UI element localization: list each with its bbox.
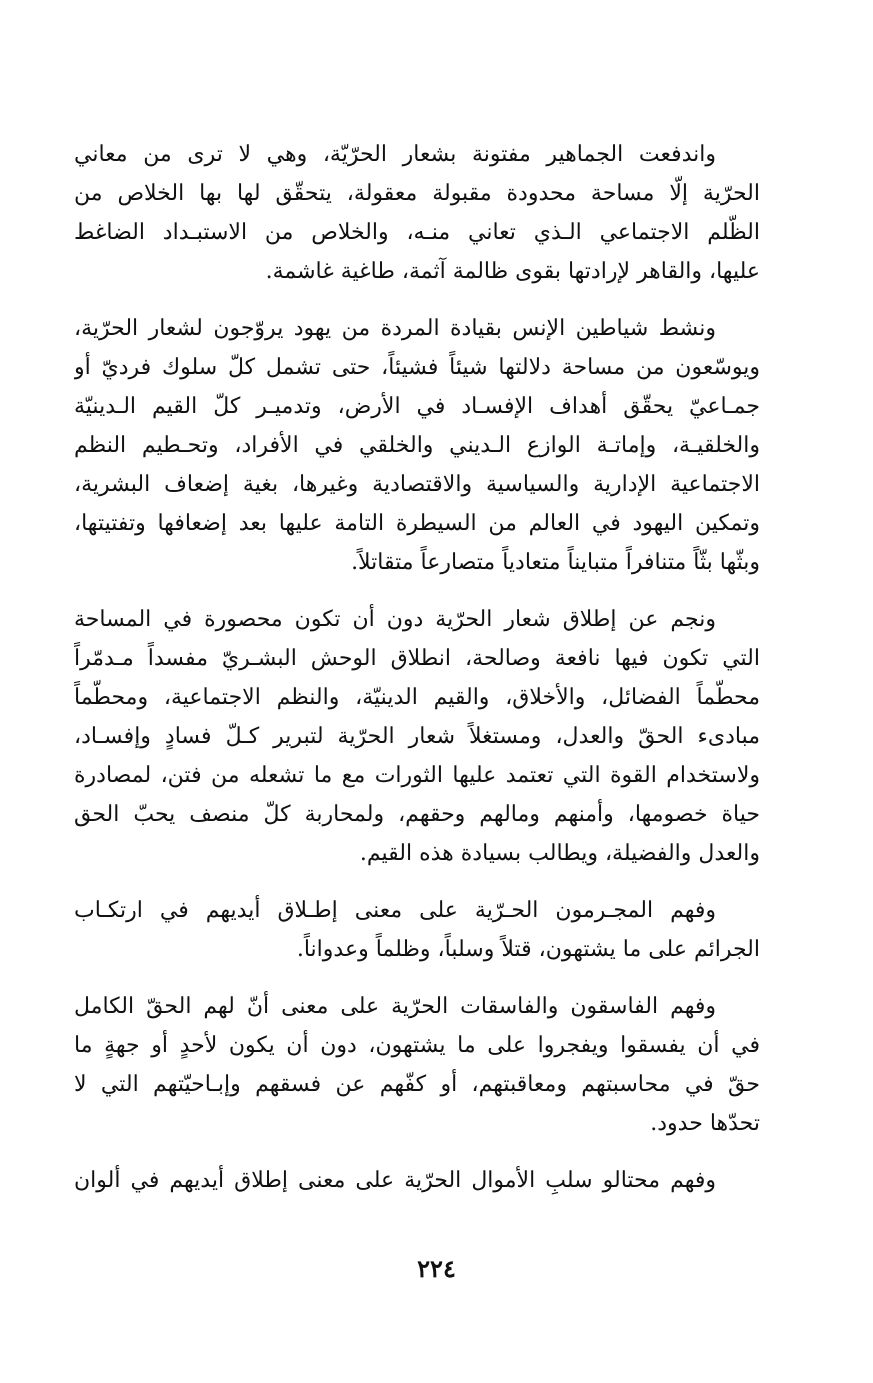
text-line: جمـاعيّ يحقّق أهداف الإفسـاد في الأرض، وتدميـر كلّ القيم الـدينيّة: [74, 394, 760, 419]
text-line: مبادىء الحقّ والعدل، ومستغلاً شعار الحرّية لتبرير كـلّ فسادٍ وإفسـاد،: [74, 724, 760, 749]
text-line: والعدل والفضيلة، ويطالب بسيادة هذه القيم.: [359, 841, 760, 866]
paragraph-6: [74, 1161, 760, 1200]
text-line: وبثّها بثّاً متنافراً متبايناً متعادياً متصارعاً متقاتلاً.: [351, 550, 760, 575]
text-line: والخلقيـة، وإماتـة الوازع الـديني والخلقي في الأفراد، وتحـطيم النظم: [74, 433, 760, 458]
text-line: وفهم المجـرمون الحـرّية على معنى إطـلاق أيديهم في ارتكـاب: [74, 898, 716, 923]
text-line: ونشط شياطين الإنس بقيادة المردة من يهود يروّجون لشعار الحرّية،: [74, 316, 716, 341]
text-line: في أن يفسقوا ويفجروا على ما يشتهون، دون أن يكون لأحدٍ أو جهةٍ ما: [74, 1033, 760, 1058]
paragraph-5: [74, 987, 760, 1143]
text-line: التي تكون فيها نافعة وصالحة، انطلاق الوحش البشـريّ مفسداً مـدمّراً: [74, 646, 760, 671]
paragraph-3: [74, 600, 760, 873]
text-line: ونجم عن إطلاق شعار الحرّية دون أن تكون محصورة في المساحة: [74, 607, 716, 632]
text-line: وفهم الفاسقون والفاسقات الحرّية على معنى أنّ لهم الحقّ الكامل: [74, 994, 716, 1019]
paragraph-2: [74, 309, 760, 582]
paragraph-1: [74, 135, 760, 291]
text-line: حياة خصومها، وأمنهم ومالهم وحقهم، ولمحاربة كلّ منصف يحبّ الحق: [74, 802, 760, 827]
paragraph-4: [74, 891, 760, 969]
text-line: محطّماً الفضائل، والأخلاق، والقيم الدينيّة، والنظم الاجتماعية، ومحطّماً: [74, 685, 760, 710]
text-line: حقّ في محاسبتهم ومعاقبتهم، أو كفّهم عن فسقهم وإبـاحيّتهم التي لا: [74, 1072, 760, 1097]
text-line: وتمكين اليهود في العالم من السيطرة التامة عليها بعد إضعافها وتفتيتها،: [74, 511, 760, 536]
text-line: ويوسّعون من مساحة دلالتها شيئاً فشيئاً، حتى تشمل كلّ سلوك فرديّ أو: [74, 355, 760, 380]
text-line: تحدّها حدود.: [650, 1111, 760, 1136]
text-line: الاجتماعية الإدارية والسياسية والاقتصادية وغيرها، بغية إضعاف البشرية،: [74, 472, 760, 497]
text-line: الحرّية إلّا مساحة محدودة مقبولة معقولة، يتحقّق لها بها الخلاص من: [74, 181, 760, 206]
text-line: واندفعت الجماهير مفتونة بشعار الحرّيّة، وهي لا ترى من معاني: [74, 142, 716, 167]
text-line: عليها، والقاهر لإرادتها بقوى ظالمة آثمة، طاغية غاشمة.: [265, 259, 760, 284]
text-line: ولاستخدام القوة التي تعتمد عليها الثورات مع ما تشعله من فتن، لمصادرة: [74, 763, 760, 788]
page-body: [74, 135, 760, 1218]
text-line: الظّلم الاجتماعي الـذي تعاني منـه، والخلاص من الاستبـداد الضاغط: [74, 220, 760, 245]
page-number: ٢٢٤: [417, 1254, 456, 1283]
text-line: وفهم محتالو سلبِ الأموال الحرّية على معنى إطلاق أيديهم في ألوان: [74, 1168, 716, 1193]
text-line: الجرائم على ما يشتهون، قتلاً وسلباً، وظلماً وعدواناً.: [296, 937, 760, 962]
